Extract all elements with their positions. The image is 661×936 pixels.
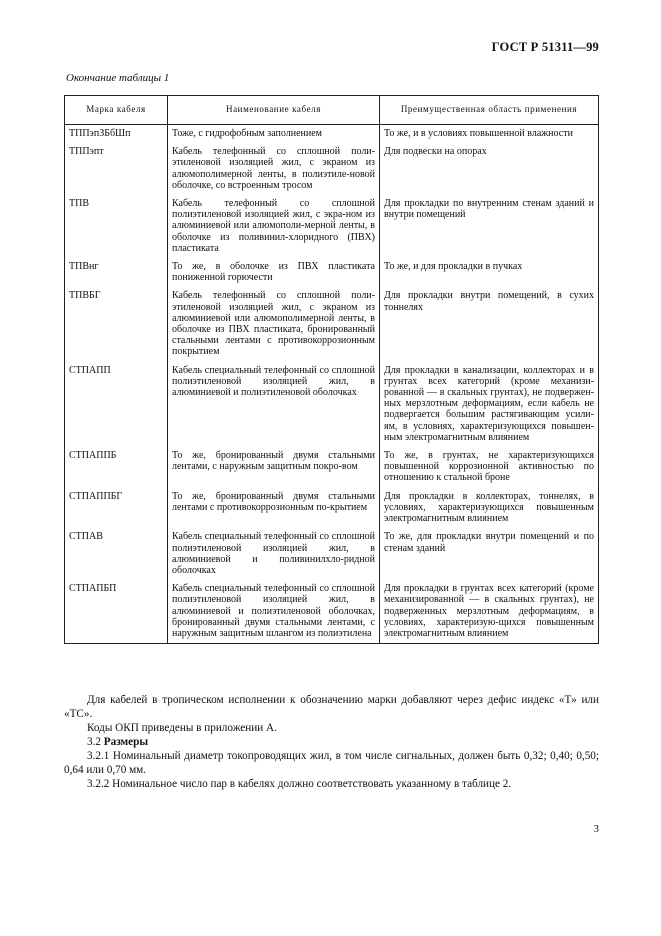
cell-brand: СТПАППБ: [65, 447, 168, 488]
table-header-row: [65, 96, 599, 125]
cell-area: То же, и для прокладки в пучках: [380, 258, 599, 287]
cell-brand: ТППэпЗБбШп: [65, 125, 168, 144]
table-row: [65, 447, 599, 488]
table-row: [65, 528, 599, 580]
page-number: 3: [593, 823, 599, 835]
cell-area: Для подвески на опорах: [380, 143, 599, 195]
table-row: [65, 580, 599, 644]
header-brand: Марка кабеля: [65, 96, 168, 125]
cable-table: [64, 95, 599, 644]
section-heading: [64, 735, 599, 749]
cell-name: То же, бронированный двумя стальными лентами, с наружным защитным покро-вом: [168, 447, 380, 488]
cell-name: Кабель специальный телефонный со сплошной полиэтиленовой изоляцией жил, в алюминиевой и полиэтиленовой оболочках, бронированный двумя стальными лентами, с наружным защитным шлангом из полиэтилена: [168, 580, 380, 644]
paragraph-diameter: 3.2.1 Номинальный диаметр токопроводящих жил, в том числе сигнальных, должен быть 0,32; 0,40; 0,50; 0,64 или 0,70 мм.: [64, 750, 599, 776]
document-header: ГОСТ Р 51311—99: [491, 40, 599, 54]
cell-name: Тоже, с гидрофобным заполнением: [168, 125, 380, 144]
cell-brand: ТПВнг: [65, 258, 168, 287]
cell-area: То же, для прокладки внутри помещений и по стенам зданий: [380, 528, 599, 580]
cell-brand: ТПВБГ: [65, 287, 168, 361]
table-row: [65, 125, 599, 144]
cell-name: То же, бронированный двумя стальными лентами с противокоррозионным по-крытием: [168, 488, 380, 529]
cell-brand: СТПАПП: [65, 362, 168, 447]
cell-brand: ТПВ: [65, 195, 168, 258]
cell-area: Для прокладки внутри помещений, в сухих тоннелях: [380, 287, 599, 361]
cell-name: Кабель специальный телефонный со сплошной полиэтиленовой изоляцией жил, в алюминиевой и полиэтиленовой оболочках: [168, 362, 380, 447]
cell-brand: ТППэпт: [65, 143, 168, 195]
table-row: [65, 143, 599, 195]
cell-brand: СТПАПБП: [65, 580, 168, 644]
paragraph-tropical: Для кабелей в тропическом исполнении к обозначению марки добавляют через дефис индекс «Т» или «ТС».: [64, 694, 599, 720]
cell-area: Для прокладки по внутренним стенам зданий и внутри помещений: [380, 195, 599, 258]
cell-name: Кабель телефонный со сплошной поли-этиленовой изоляцией жил, с экраном из алюмополимерной ленты, в полиэтиле-новой оболочке, со встроенным тросом: [168, 143, 380, 195]
header-area: Преимущественная область применения: [380, 96, 599, 125]
section-number: 3.2: [87, 736, 101, 748]
cell-area: То же, и в условиях повышенной влажности: [380, 125, 599, 144]
cell-area: Для прокладки в коллекторах, тоннелях, в условиях, характеризующихся повышенным электромагнитным влиянием: [380, 488, 599, 529]
cell-area: Для прокладки в грунтах всех категорий (кроме механизированной — в скальных грунтах), не подверженных мерзлотным деформациям, в условиях, характеризую-щихся повышенным электромагнитным влиянием: [380, 580, 599, 644]
table-row: [65, 258, 599, 287]
cell-name: Кабель специальный телефонный со сплошной полиэтиленовой изоляцией жил, в алюминиевой и поливинилхло-ридной оболочках: [168, 528, 380, 580]
section-title: Размеры: [103, 736, 149, 748]
table-row: [65, 488, 599, 529]
paragraph-okp: Коды ОКП приведены в приложении А.: [87, 722, 277, 734]
table-row: [65, 287, 599, 361]
cell-brand: СТПАВ: [65, 528, 168, 580]
cell-brand: СТПАППБГ: [65, 488, 168, 529]
table-row: [65, 195, 599, 258]
cell-name: Кабель телефонный со сплошной полиэтиленовой изоляцией жил, с экра-ном из алюминиевой или алюмополи-мерной ленты, в оболочке из поливинил-хлоридного (ПВХ) пластиката: [168, 195, 380, 258]
header-name: Наименование кабеля: [168, 96, 380, 125]
table-row: [65, 362, 599, 447]
cell-name: То же, в оболочке из ПВХ пластиката пониженной горючести: [168, 258, 380, 287]
body-text: [64, 693, 599, 791]
cell-name: Кабель телефонный со сплошной поли-этиленовой изоляцией жил, с экраном из алюминиевой или алюмополимерной ленты, в оболочке из ПВХ пластиката, бронированный стальными лентами с противокоррозионным покрытием: [168, 287, 380, 361]
cell-area: То же, в грунтах, не характеризующихся повышенной коррозионной активностью по отношению к стальной броне: [380, 447, 599, 488]
cell-area: Для прокладки в канализации, коллекторах и в грунтах всех категорий (кроме механизи-рованной — в скальных грунтах), не подвержен-ных мерзлотным деформациям, если кабель не подвергается большим растягивающим усили-ям, в условиях, характеризующихся повышен-ным электромагнитным влиянием: [380, 362, 599, 447]
paragraph-pairs: 3.2.2 Номинальное число пар в кабелях должно соответствовать указанному в таблице 2.: [87, 778, 512, 790]
table-caption: Окончание таблицы 1: [66, 72, 170, 84]
